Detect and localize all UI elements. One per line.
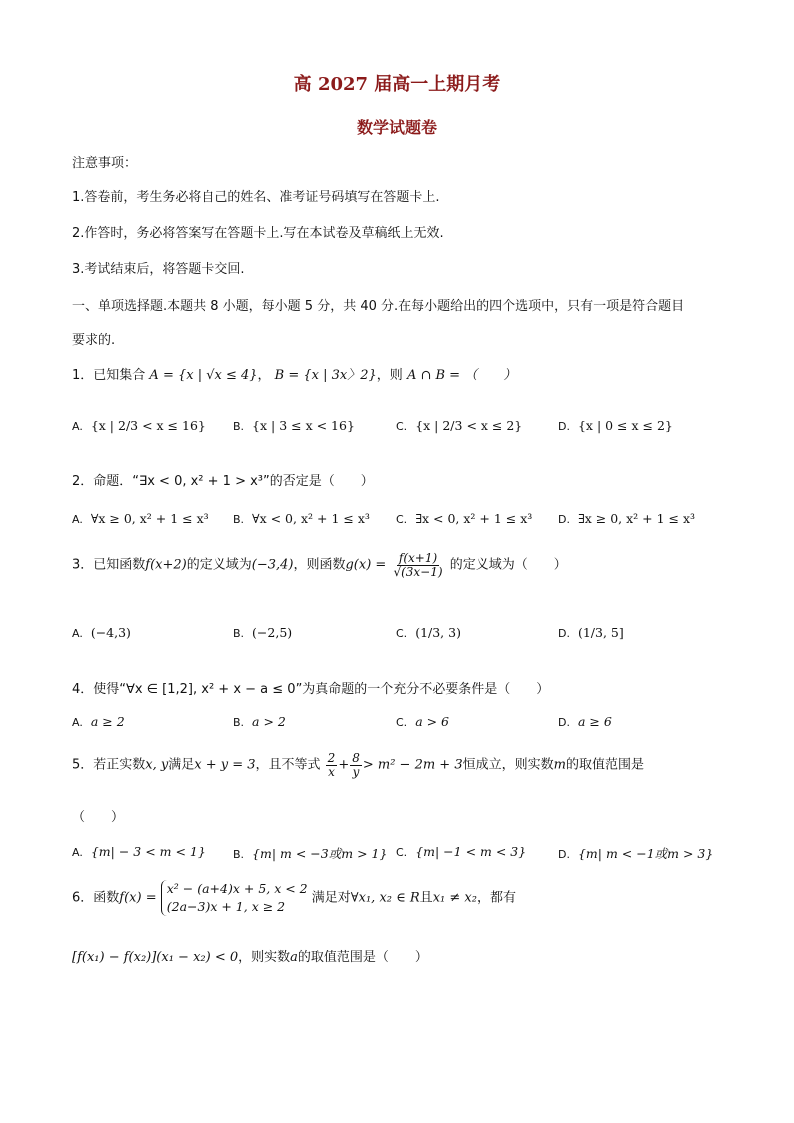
q5-constraint: x + y = 3 [194, 757, 256, 773]
q3-option-d: D. (1/3, 5] [558, 625, 624, 640]
q6-piecewise [161, 880, 308, 916]
q6-text-a: 6．函数 [72, 890, 120, 906]
q5-option-c-text: {m| −1 < m < 3} [415, 844, 527, 859]
q5-fraction-1: $\frac{2}{x}$ [327, 751, 336, 779]
q2-option-c: C. ∃x < 0, x² + 1 ≤ x³ [396, 511, 533, 526]
exam-title: 高 2027 届高一上期月考 [293, 74, 501, 95]
q5-vars: x, y [145, 757, 169, 773]
q6-case-2: (2a−3)x + 1, x ≥ 2 [166, 899, 286, 915]
q3-option-c: C. (1/3, 3) [396, 625, 461, 640]
q5-plus: + [338, 757, 350, 773]
q4-option-d: D. a ≥ 6 [558, 714, 612, 729]
note-item-3: 3.考试结束后，将答题卡交回. [72, 262, 245, 277]
q5-option-c: C. {m| −1 < m < 3} [396, 844, 527, 859]
q5-text-g: 恒成立，则实数 [462, 757, 554, 773]
question-3-stem [72, 552, 567, 578]
question-4-stem: 4．使得“∀x ∈ [1,2], x² + x − a ≤ 0”为真命题的一个充分不必要条件是（ ） [72, 682, 550, 697]
q1-prefix: 1．已知集合 [72, 368, 146, 383]
q5-option-b-text: {m| m < −3或m > 1} [252, 846, 388, 861]
q1-option-d-text: {x | 0 ≤ x ≤ 2} [577, 418, 673, 433]
q3-option-a-text: (−4,3) [90, 625, 131, 640]
q2-option-a: A. ∀x ≥ 0, x² + 1 ≤ x³ [72, 511, 209, 526]
q3-text-a: 3．已知函数 [72, 557, 146, 573]
q2-option-a-text: ∀x ≥ 0, x² + 1 ≤ x³ [90, 511, 209, 526]
note-item-2: 2.作答时，务必将答案写在答题卡上.写在本试卷及草稿纸上无效. [72, 226, 444, 241]
q1-option-d: D. {x | 0 ≤ x ≤ 2} [558, 418, 673, 433]
q1-set-a: A = {x | √x ≤ 4} [149, 368, 258, 383]
q1-ask: A ∩ B = （ ） [406, 368, 517, 383]
q2-option-c-text: ∃x < 0, x² + 1 ≤ x³ [415, 511, 533, 526]
q5-option-a: A. {m| − 3 < m < 1} [72, 844, 206, 859]
q3-option-d-text: (1/3, 5] [577, 625, 624, 640]
q6-condition: [f(x₁) − f(x₂)](x₁ − x₂) < 0 [72, 950, 239, 965]
question-2-stem: 2．命题．“∃x < 0, x² + 1 > x³”的否定是（ ） [72, 474, 374, 489]
q5-text-e: ，且不等式 [255, 757, 321, 773]
q2-option-d: D. ∃x ≥ 0, x² + 1 ≤ x³ [558, 511, 696, 526]
q4-option-c: C. a > 6 [396, 714, 450, 729]
q4-option-c-text: a > 6 [415, 714, 450, 729]
q2-option-b-text: ∀x < 0, x² + 1 ≤ x³ [252, 511, 370, 526]
section-heading: 一、单项选择题.本题共 8 小题，每小题 5 分，共 40 分.在每小题给出的四个选项中，只有一项是符合题目 [72, 299, 685, 314]
q1-option-b: B. {x | 3 ≤ x < 16} [233, 418, 355, 433]
q3-text-c: 的定义域为 [186, 557, 252, 573]
section-heading-cont: 要求的. [72, 333, 116, 348]
q5-option-b: B. {m| m < −3或m > 1} [233, 846, 388, 861]
q5-text-c: 满足 [168, 757, 195, 773]
q5-blank: （ ） [72, 810, 125, 825]
q3-math-f: f(x+2) [145, 557, 187, 573]
q4-option-b-text: a > 2 [252, 714, 286, 729]
q5-fraction-2: $\frac{8}{y}$ [352, 751, 360, 779]
q6-text-c: 满足对 [311, 890, 351, 906]
q1-option-b-text: {x | 3 ≤ x < 16} [252, 418, 355, 433]
q6-text-2: ，则实数 [238, 950, 291, 965]
q3-text-e: ，则函数 [293, 557, 346, 573]
q5-text-i: 的取值范围是 [565, 757, 644, 773]
q5-text-a: 5．若正实数 [72, 757, 146, 773]
q3-option-a: A. (−4,3) [72, 625, 131, 640]
q6-var-a: a [290, 950, 298, 965]
q5-inequality: > m² − 2m + 3 [362, 757, 463, 773]
q6-quantifier: ∀x₁, x₂ ∈ R [350, 890, 420, 906]
notes-heading: 注意事项： [72, 156, 138, 171]
q1-option-c: C. {x | 2/3 < x ≤ 2} [396, 418, 523, 433]
q3-math-g: g(x) = [345, 557, 387, 573]
q6-neq: x₁ ≠ x₂ [432, 890, 477, 906]
q3-text-g: 的定义域为（ ） [449, 557, 567, 573]
question-1-stem: 1．已知集合 A = {x | √x ≤ 4}， B = {x | 3x〉2}，则 A ∩ B = （ ） [72, 368, 517, 383]
q5-var-m: m [553, 757, 566, 773]
q6-case-1: x² − (a+4)x + 5, x < 2 [166, 881, 308, 896]
q1-option-a: A. {x | 2/3 < x ≤ 16} [72, 418, 206, 433]
q6-text-g: ，都有 [476, 890, 516, 906]
q5-option-a-text: {m| − 3 < m < 1} [90, 844, 206, 859]
q2-option-d-text: ∃x ≥ 0, x² + 1 ≤ x³ [577, 511, 696, 526]
q4-option-d-text: a ≥ 6 [577, 714, 612, 729]
q1-suffix: ，则 [376, 368, 403, 383]
q5-option-d-text: {m| m < −1或m > 3} [577, 846, 714, 861]
q2-option-b: B. ∀x < 0, x² + 1 ≤ x³ [233, 511, 370, 526]
q4-option-a-text: a ≥ 2 [90, 714, 125, 729]
q3-option-b-text: (−2,5) [252, 625, 293, 640]
q6-text-e: 且 [419, 890, 433, 906]
q3-option-b: B. (−2,5) [233, 625, 293, 640]
q4-option-b: B. a > 2 [233, 714, 286, 729]
question-5-stem [72, 752, 644, 778]
note-item-1: 1.答卷前，考生务必将自己的姓名、准考证号码填写在答题卡上. [72, 190, 440, 205]
q6-text-end: 的取值范围是（ ） [297, 950, 428, 965]
question-6-stem [72, 880, 516, 916]
q3-option-c-text: (1/3, 3) [415, 625, 461, 640]
question-6-cont [72, 946, 428, 965]
q4-option-a: A. a ≥ 2 [72, 714, 125, 729]
q5-option-d: D. {m| m < −1或m > 3} [558, 846, 714, 861]
q6-function: f(x) = [119, 890, 157, 906]
exam-subtitle: 数学试题卷 [356, 118, 437, 137]
q3-fraction: $\frac{f(x+1)}{√(3x-1)}$ [393, 551, 443, 579]
q1-option-c-text: {x | 2/3 < x ≤ 2} [415, 418, 523, 433]
q3-domain: (−3,4) [251, 557, 294, 573]
q1-set-b: B = {x | 3x〉2} [274, 368, 377, 383]
q1-option-a-text: {x | 2/3 < x ≤ 16} [90, 418, 206, 433]
